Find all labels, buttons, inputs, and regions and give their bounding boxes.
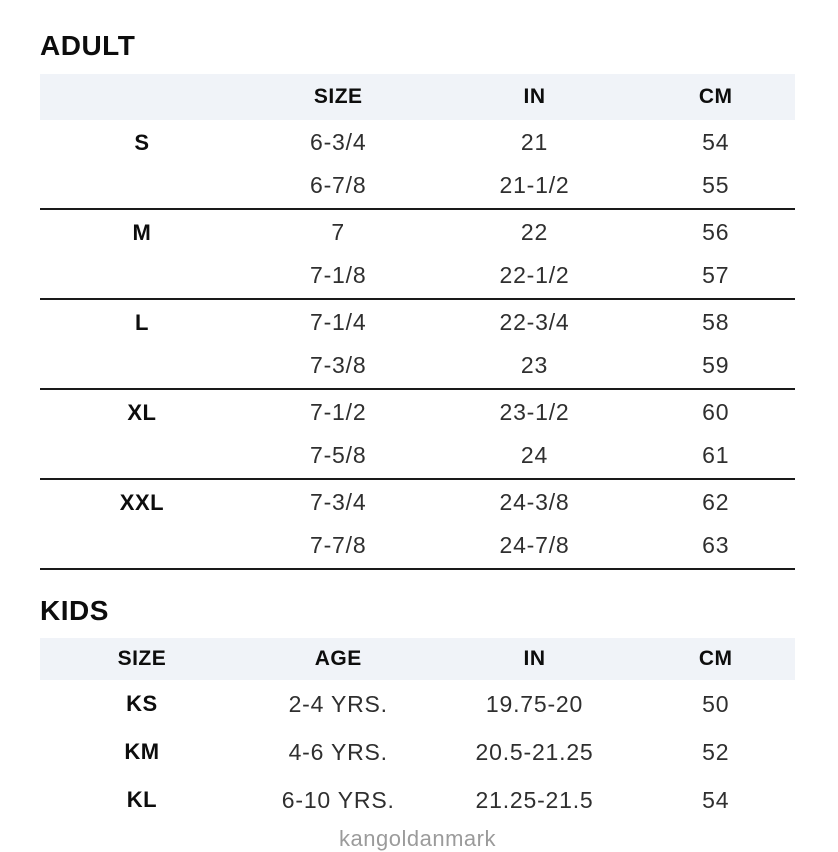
- table-row: [40, 254, 795, 297]
- adult-size-group-xxl: [40, 480, 795, 570]
- in-value: 24-3/8: [499, 489, 570, 515]
- in-value: 21: [520, 129, 549, 155]
- cm-value: 62: [702, 489, 730, 515]
- table-row: [40, 728, 795, 776]
- cm-value: 50: [702, 690, 730, 717]
- in-value: 22: [520, 219, 549, 245]
- table-row: [40, 301, 795, 344]
- cm-value: 55: [702, 172, 730, 198]
- adult-size-group-xl: [40, 390, 795, 480]
- cm-value: 63: [702, 532, 730, 558]
- cm-value: 54: [702, 129, 730, 155]
- size-label: KL: [126, 787, 158, 812]
- adult-size-group-l: [40, 300, 795, 390]
- size-label: L: [134, 309, 149, 335]
- table-row: [40, 776, 795, 824]
- in-value: 19.75-20: [485, 690, 584, 717]
- in-value: 23-1/2: [499, 399, 570, 425]
- table-row: [40, 391, 795, 434]
- table-row: [40, 434, 795, 477]
- size-value: 6-3/4: [310, 129, 367, 155]
- kids-header-in: IN: [523, 647, 546, 670]
- cm-value: 61: [702, 442, 730, 468]
- size-label: XL: [127, 399, 157, 425]
- cm-value: 58: [702, 309, 730, 335]
- age-value: 4-6 YRS.: [288, 738, 388, 765]
- size-label: S: [134, 129, 150, 155]
- watermark-text: kangoldanmark: [339, 826, 496, 851]
- kids-header-cm: CM: [698, 647, 733, 670]
- kids-header-age: AGE: [314, 647, 362, 670]
- in-value: 24-7/8: [499, 532, 570, 558]
- table-row: [40, 121, 795, 164]
- cm-value: 60: [702, 399, 730, 425]
- adult-table: [40, 120, 795, 570]
- in-value: 24: [520, 442, 549, 468]
- size-value: 7-3/4: [310, 489, 367, 515]
- table-row: [40, 680, 795, 728]
- adult-size-group-m: [40, 210, 795, 300]
- age-value: 2-4 YRS.: [288, 690, 388, 717]
- table-row: [40, 211, 795, 254]
- table-row: [40, 524, 795, 567]
- size-label: KM: [124, 739, 160, 764]
- cm-value: 54: [702, 786, 730, 813]
- kids-section-title: KIDS: [40, 595, 109, 626]
- table-row: [40, 344, 795, 387]
- size-value: 7-1/2: [310, 399, 367, 425]
- size-label: KS: [126, 691, 158, 716]
- adult-section-title: ADULT: [40, 30, 136, 61]
- kids-header-size: SIZE: [117, 647, 167, 670]
- size-label: XXL: [119, 489, 165, 515]
- size-value: 7: [331, 219, 346, 245]
- size-value: 7-5/8: [310, 442, 367, 468]
- adult-size-group-s: [40, 120, 795, 210]
- cm-value: 56: [702, 219, 730, 245]
- table-row: [40, 481, 795, 524]
- in-value: 23: [520, 352, 549, 378]
- in-value: 22-1/2: [499, 262, 570, 288]
- kids-table-header: [40, 638, 795, 680]
- adult-header-cm: CM: [698, 85, 733, 108]
- adult-header-size: SIZE: [313, 85, 363, 108]
- in-value: 22-3/4: [499, 309, 570, 335]
- in-value: 21.25-21.5: [475, 786, 594, 813]
- adult-table-header: [40, 74, 795, 120]
- cm-value: 59: [702, 352, 730, 378]
- in-value: 20.5-21.25: [475, 738, 594, 765]
- age-value: 6-10 YRS.: [281, 786, 395, 813]
- size-value: 7-1/4: [310, 309, 367, 335]
- kids-table: [40, 680, 795, 824]
- size-value: 7-7/8: [310, 532, 367, 558]
- cm-value: 57: [702, 262, 730, 288]
- in-value: 21-1/2: [499, 172, 570, 198]
- size-value: 6-7/8: [310, 172, 367, 198]
- cm-value: 52: [702, 738, 730, 765]
- size-label: M: [132, 219, 152, 245]
- size-value: 7-3/8: [310, 352, 367, 378]
- size-value: 7-1/8: [310, 262, 367, 288]
- table-row: [40, 164, 795, 207]
- adult-header-in: IN: [523, 85, 546, 108]
